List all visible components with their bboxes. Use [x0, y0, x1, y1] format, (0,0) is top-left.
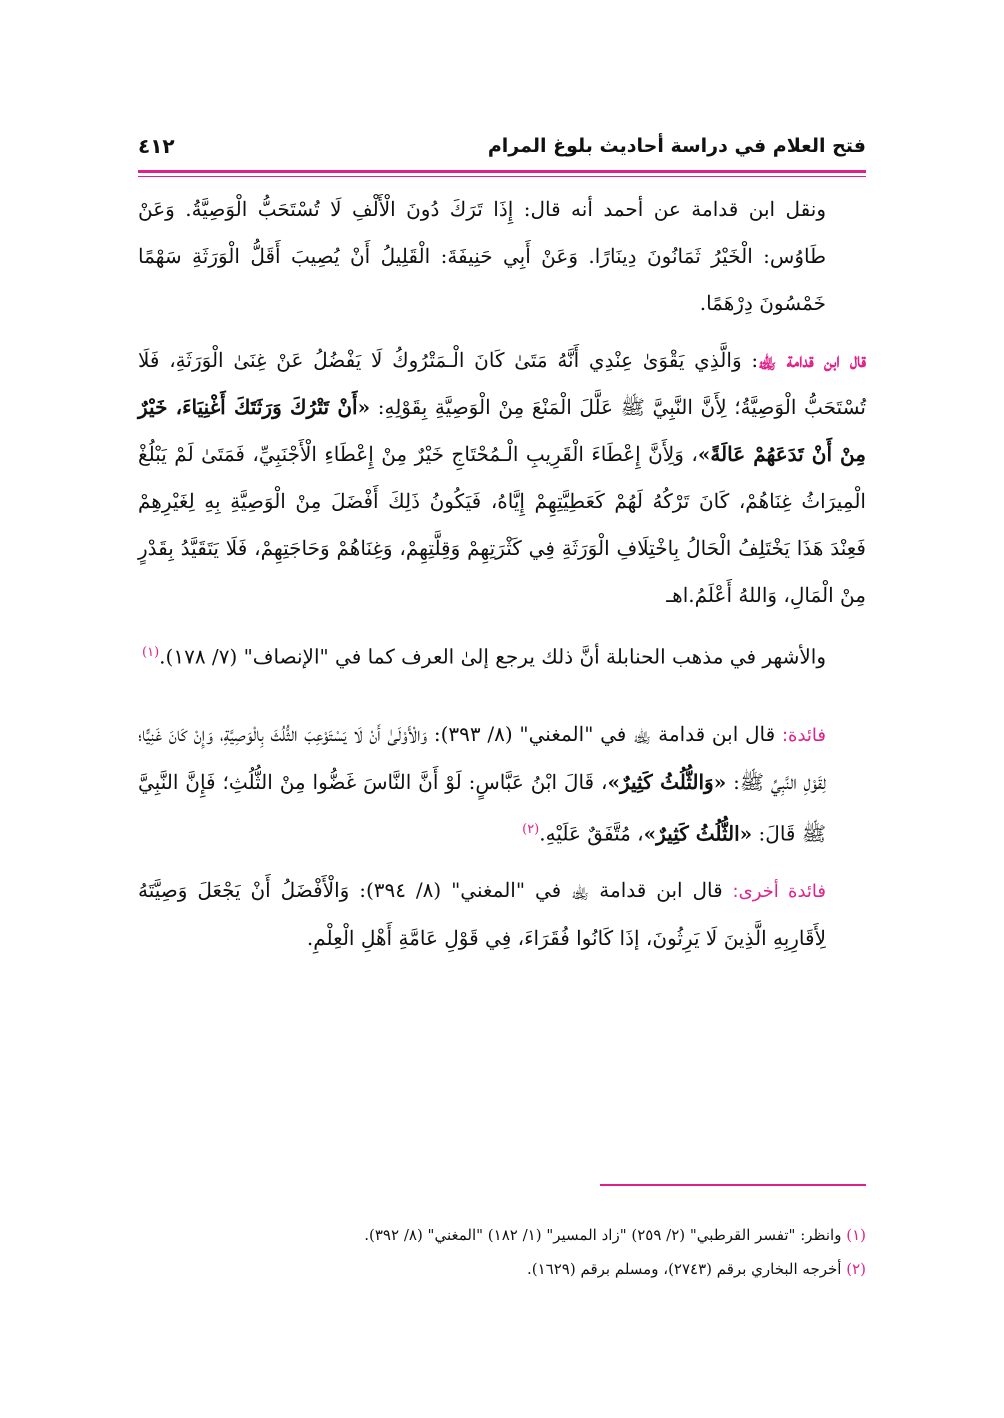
paragraph-5: [138, 867, 866, 962]
paragraph-2-text-a: : وَالَّذِي يَقْوَىٰ عِنْدِي أَنَّهُ مَتَىٰ كَانَ الْـمَتْرُوكُ لَا يَفْضُلُ عَنْ غِنَىٰ الْوَرَثَةِ، فَلَا تُسْتَحَبُّ الْوَصِيَّةُ؛ لِأَنَّ النَّبِيَّ ﷺ عَلَّلَ الْمَنْعَ مِنْ الْوَصِيَّةِ بِقَوْلِهِ:: [138, 348, 866, 419]
paragraph-1-text: ونقل ابن قدامة عن أحمد أنه قال: إِذَا تَرَكَ دُونَ الْأَلْفِ لَا تُسْتَحَبُّ الْوَصِيَّةُ. وَعَنْ طَاوُس: الْخَيْرُ ثَمَانُونَ دِينَارًا. وَعَنْ أَبِي حَنِيفَةَ: الْقَلِيلُ أَنْ يُصِيبَ أَقَلُّ الْوَرَثَةِ سَهْمًا خَمْسُونَ دِرْهَمًا.: [138, 197, 826, 315]
hadith-quote-2: «وَالثُّلُثُ كَثِيرٌ»: [607, 769, 727, 794]
benefit-label: فائدة:: [781, 724, 826, 746]
footnote-2-number: (٢): [846, 1260, 866, 1278]
footnote-2-text: أخرجه البخاري برقم (٢٧٤٣)، ومسلم برقم (١٦٢٩).: [527, 1260, 847, 1278]
quote-label-ibn-qudama: قال ابن قدامة ﵀: [758, 348, 866, 372]
footnote-2: [138, 1252, 866, 1286]
footnotes: [138, 1218, 866, 1286]
footnote-1-text: وانظر: "تفسر القرطبي" (٢/ ٢٥٩) "زاد المسير" (١/ ١٨٢) "المغني" (٨/ ٣٩٢).: [364, 1226, 847, 1244]
paragraph-4-text-a: قال ابن قدامة ﵀ في "المغني" (٨/ ٣٩٣): وَالْأَوْلَىٰ أَنْ لَا يَسْتَوْعِبَ الثُّلُثَ بِالْوَصِيَّةِ، وَإِنْ كَانَ غَنِيًّا؛ لِقَوْلِ النَّبِيِّ ﷺ:: [138, 721, 826, 794]
paragraph-4-text-c: ، مُتَّفَقٌ عَلَيْهِ.: [539, 821, 644, 846]
header-rule-thin: [138, 176, 866, 177]
footnote-ref-1[interactable]: (١): [142, 645, 160, 660]
footnote-1-number: (١): [846, 1226, 866, 1244]
book-title: فتح العلام في دراسة أحاديث بلوغ المرام: [487, 135, 866, 157]
paragraph-2-text-b: ، وَلِأَنَّ إِعْطَاءَ الْقَرِيبِ الْـمُحْتَاجِ خَيْرٌ مِنْ إِعْطَاءِ الْأَجْنَبِيِّ، فَمَتَىٰ لَمْ يَبْلُغْ الْمِيرَاثُ غِنَاهُمْ، كَانَ تَرْكُهُ لَهُمْ كَعَطِيَّتِهِمْ إِيَّاهُ، فَيَكُونُ ذَلِكَ أَفْضَلَ مِنْ الْوَصِيَّةِ بِهِ لِغَيْرِهِمْ فَعِنْدَ هَذَا يَخْتَلِفُ الْحَالُ بِاخْتِلَافِ الْوَرَثَةِ فِي كَثْرَتِهِمْ وَقِلَّتِهِمْ، وَغِنَاهُمْ وَحَاجَتِهِمْ، فَلَا يَتَقَيَّدُ بِقَدْرٍ مِنْ الْمَالِ، وَاللهُ أَعْلَمُ.اهـ: [138, 442, 866, 607]
running-header: [138, 128, 866, 164]
paragraph-3: [138, 629, 866, 681]
page-number: ٤١٢: [138, 134, 175, 158]
paragraph-2: [138, 337, 866, 619]
paragraph-3-text: والأشهر في مذهب الحنابلة أنَّ ذلك يرجع إلىٰ العرف كما في "الإنصاف" (٧/ ١٧٨).: [159, 644, 826, 669]
paragraph-5-text: قال ابن قدامة ﵀ في "المغني" (٨/ ٣٩٤): وَالْأَفْضَلُ أَنْ يَجْعَلَ وَصِيَّتَهُ لِأَقَارِبِهِ الَّذِينَ لَا يَرِثُونَ، إذَا كَانُوا فُقَرَاءَ، فِي قَوْلِ عَامَّةِ أَهْلِ الْعِلْمِ.: [138, 878, 826, 951]
main-text: [138, 186, 866, 962]
paragraph-1: [138, 186, 866, 327]
header-rule-thick: [138, 170, 866, 173]
paragraph-4-text-b: ، قَالَ ابْنُ عَبَّاسٍ: لَوْ أَنَّ النَّاسَ غَضُّوا مِنْ الثُّلُثِ؛ فَإِنَّ النَّبِيَّ ﷺ قَالَ:: [138, 769, 826, 846]
hadith-quote-3: «الثُّلُثُ كَثِيرٌ»: [643, 821, 753, 846]
footnote-1: [138, 1218, 866, 1252]
footnote-separator: [600, 1184, 866, 1186]
hadith-quote-1: «أَنْ تَتْرُكَ وَرَثَتَكَ أَغْنِيَاءَ، خَيْرٌ مِنْ أَنْ تَدَعَهُمْ عَالَةً»: [138, 395, 866, 466]
another-benefit-label: فائدة أخرى:: [732, 881, 826, 903]
footnote-ref-2[interactable]: (٢): [522, 821, 540, 837]
paragraph-4: [138, 711, 866, 858]
